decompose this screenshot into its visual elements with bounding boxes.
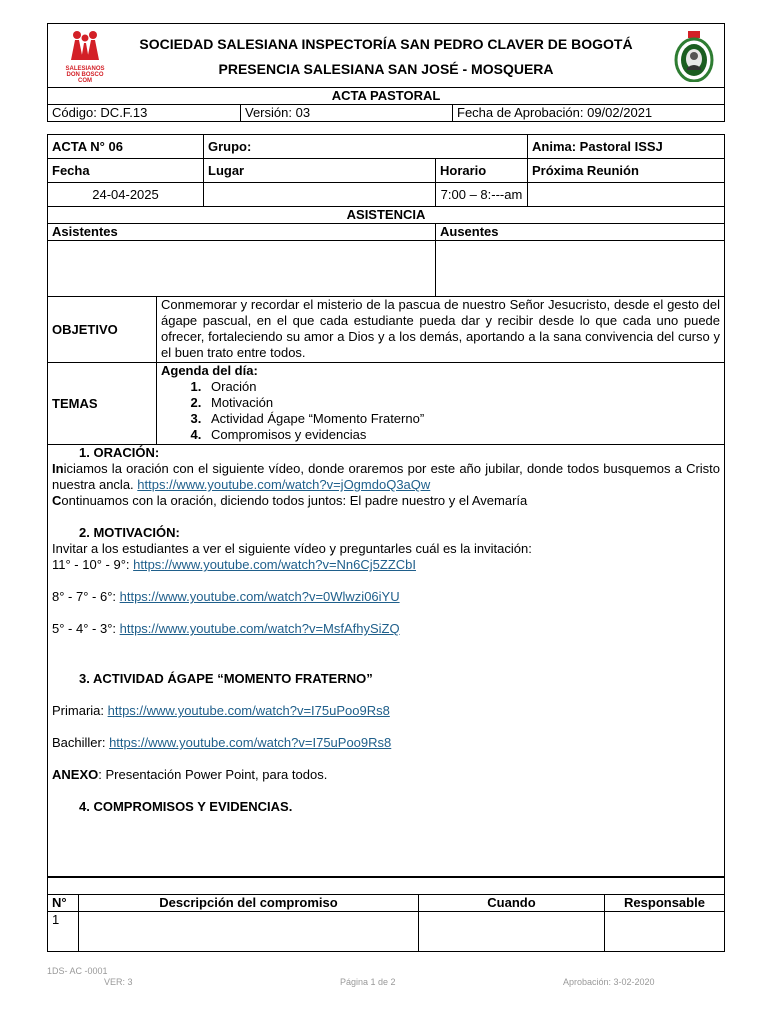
compromisos-spacer <box>48 878 725 895</box>
doc-code: Código: DC.F.13 <box>48 105 241 122</box>
proxima-value <box>528 183 725 207</box>
oracion-paragraph-2: Continuamos con la oración, diciendo todos juntos: El padre nuestro y el Avemaría <box>52 493 528 508</box>
salesianos-figures-icon <box>65 30 105 62</box>
section-motivacion-title: 2. MOTIVACIÓN: <box>79 525 180 540</box>
asistentes-field <box>48 241 436 297</box>
lugar-value <box>204 183 436 207</box>
logo-text-2: DON BOSCO <box>66 72 104 78</box>
doc-approval: Fecha de Aprobación: 09/02/2021 <box>453 105 725 122</box>
agenda-item: 4. Compromisos y evidencias <box>205 427 720 443</box>
footer-approval: Aprobación: 3-02-2020 <box>563 977 655 987</box>
agape-primaria-link[interactable]: https://www.youtube.com/watch?v=I75uPoo9Rs8 <box>107 703 390 718</box>
agenda-item: 1. Oración <box>205 379 720 395</box>
org-line-1: SOCIEDAD SALESIANA INSPECTORÍA SAN PEDRO CLAVER DE BOGOTÁ <box>139 36 633 52</box>
motivacion-link-2[interactable]: https://www.youtube.com/watch?v=0Wlwzi06iYU <box>119 589 400 604</box>
temas-label: TEMAS <box>48 363 157 445</box>
row-responsable <box>605 912 725 952</box>
motivacion-intro: Invitar a los estudiantes a ver el siguiente vídeo y preguntarles cuál es la invitación: <box>52 541 532 556</box>
horario-label: Horario <box>436 159 528 183</box>
anexo-line: ANEXO: Presentación Power Point, para todos. <box>52 767 328 782</box>
school-crest <box>674 30 714 82</box>
horario-value: 7:00 – 8:---am <box>436 183 528 207</box>
row-no: 1 <box>48 912 79 952</box>
header-table <box>47 23 725 122</box>
agape-bachiller: Bachiller: https://www.youtube.com/watch?v=I75uPoo9Rs8 <box>52 735 392 750</box>
body-section <box>48 445 725 877</box>
section-compromisos-title: 4. COMPROMISOS Y EVIDENCIAS. <box>79 799 293 814</box>
row-cuando <box>419 912 605 952</box>
oracion-paragraph: Iniciamos la oración con el siguiente vídeo, donde oraremos por este año jubilar, donde todos busquemos a Cristo nuestra ancla. https://www.youtube.com/watch?v=jOgmdoQ3aQw <box>52 461 721 492</box>
agape-primaria: Primaria: https://www.youtube.com/watch?v=I75uPoo9Rs8 <box>52 703 390 718</box>
row-desc <box>79 912 419 952</box>
col-header-no: N° <box>48 895 79 912</box>
motivacion-group-2: 8° - 7° - 6°: https://www.youtube.com/watch?v=0Wlwzi06iYU <box>52 589 400 604</box>
objetivo-label: OBJETIVO <box>48 297 157 363</box>
grupo-label: Grupo: <box>204 135 528 159</box>
agenda-list <box>161 379 720 443</box>
col-header-responsable: Responsable <box>605 895 725 912</box>
temas-content <box>157 363 725 445</box>
fecha-value: 24-04-2025 <box>48 183 204 207</box>
agape-bachiller-link[interactable]: https://www.youtube.com/watch?v=I75uPoo9Rs8 <box>109 735 392 750</box>
footer-page: Página 1 de 2 <box>340 977 396 987</box>
section-oracion-title: 1. ORACIÓN: <box>79 445 160 460</box>
col-header-cuando: Cuando <box>419 895 605 912</box>
lugar-label: Lugar <box>204 159 436 183</box>
crest-icon <box>674 30 714 82</box>
table-row <box>48 912 725 952</box>
salesianos-logo <box>58 30 112 86</box>
logo-text-3: COM <box>78 78 92 84</box>
agenda-item: 2. Motivación <box>205 395 720 411</box>
ausentes-field <box>436 241 725 297</box>
ausentes-label: Ausentes <box>436 224 725 241</box>
doc-title: ACTA PASTORAL <box>48 88 725 105</box>
fecha-label: Fecha <box>48 159 204 183</box>
logo-text-1: SALESIANOS <box>65 66 105 72</box>
agenda-title: Agenda del día: <box>161 363 258 378</box>
agenda-item: 3. Actividad Ágape “Momento Fraterno” <box>205 411 720 427</box>
motivacion-link-3[interactable]: https://www.youtube.com/watch?v=MsfAfhySiZQ <box>119 621 400 636</box>
motivacion-link-1[interactable]: https://www.youtube.com/watch?v=Nn6Cj5ZZCbI <box>133 557 416 572</box>
acta-table <box>47 134 725 877</box>
motivacion-group-1: 11° - 10° - 9°: https://www.youtube.com/watch?v=Nn6Cj5ZZCbI <box>52 557 416 572</box>
motivacion-group-3: 5° - 4° - 3°: https://www.youtube.com/watch?v=MsfAfhySiZQ <box>52 621 400 636</box>
footer-code: 1DS- AC -0001 <box>47 966 108 976</box>
doc-version: Versión: 03 <box>241 105 453 122</box>
col-header-desc: Descripción del compromiso <box>79 895 419 912</box>
anima-label: Anima: Pastoral ISSJ <box>528 135 725 159</box>
asistentes-label: Asistentes <box>48 224 436 241</box>
document-page <box>47 23 724 952</box>
objetivo-text: Conmemorar y recordar el misterio de la pascua de nuestro Señor Jesucristo, desde el gesto del ágape pascual, en el que cada estudiante pueda dar y recibir desde lo que cada uno puede ofrecer, fortaleciendo su amor a Dios y a los demás, aportando a la sana convivencia del curso y el buen trato entre todos. <box>157 297 725 363</box>
oracion-video-link[interactable]: https://www.youtube.com/watch?v=jOgmdoQ3aQw <box>137 477 431 492</box>
section-agape-title: 3. ACTIVIDAD ÁGAPE “MOMENTO FRATERNO” <box>79 671 373 686</box>
compromisos-table <box>47 877 725 952</box>
org-line-2: PRESENCIA SALESIANA SAN JOSÉ - MOSQUERA <box>218 61 554 77</box>
footer-version: VER: 3 <box>104 977 133 987</box>
proxima-label: Próxima Reunión <box>528 159 725 183</box>
asistencia-header: ASISTENCIA <box>48 207 725 224</box>
acta-number: ACTA N° 06 <box>48 135 204 159</box>
